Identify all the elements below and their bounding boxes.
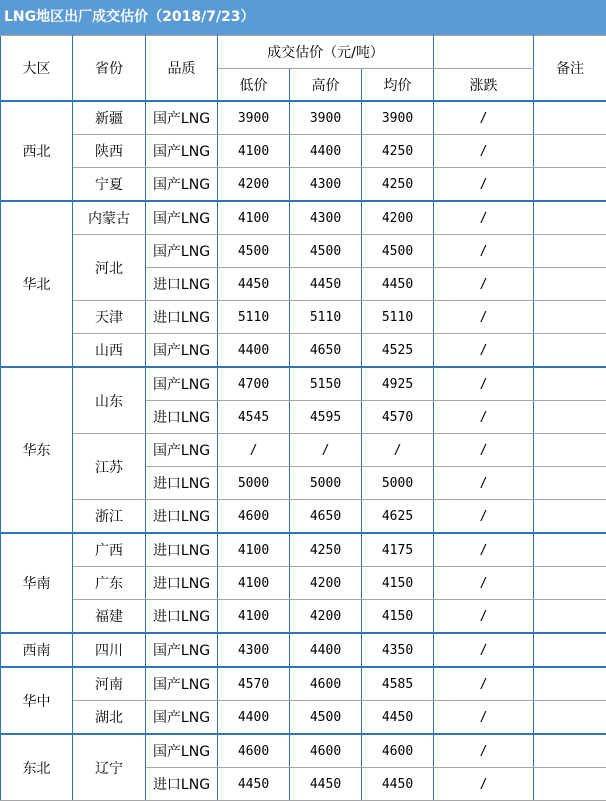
- province-cell: 内蒙古: [73, 201, 146, 235]
- note-cell: [534, 633, 606, 667]
- note-cell: [534, 268, 606, 301]
- avg-price-cell: 4450: [362, 268, 434, 301]
- table-row: [1, 101, 606, 135]
- low-price-cell: 4450: [218, 268, 290, 301]
- low-price-cell: 4570: [218, 667, 290, 701]
- quality-cell: 国产LNG: [146, 135, 218, 168]
- note-cell: [534, 168, 606, 202]
- avg-price-cell: 4250: [362, 135, 434, 168]
- region-cell: 华东: [1, 367, 73, 533]
- change-cell: /: [434, 567, 534, 600]
- table-row: [1, 367, 606, 401]
- table-row: [1, 301, 606, 334]
- note-cell: [534, 467, 606, 500]
- low-price-cell: 4600: [218, 734, 290, 768]
- low-price-cell: 4400: [218, 701, 290, 735]
- low-price-cell: 4545: [218, 401, 290, 434]
- note-cell: [534, 201, 606, 235]
- low-price-cell: 4600: [218, 500, 290, 534]
- region-cell: 华南: [1, 533, 73, 633]
- low-price-cell: 4100: [218, 567, 290, 600]
- high-price-cell: 4600: [290, 667, 362, 701]
- avg-price-cell: 4525: [362, 334, 434, 368]
- low-price-cell: /: [218, 434, 290, 467]
- table-row: [1, 500, 606, 534]
- header-note: 备注: [534, 36, 606, 102]
- province-cell: 四川: [73, 633, 146, 667]
- note-cell: [534, 301, 606, 334]
- low-price-cell: 4450: [218, 768, 290, 801]
- avg-price-cell: 4150: [362, 567, 434, 600]
- change-cell: /: [434, 600, 534, 634]
- high-price-cell: 4300: [290, 201, 362, 235]
- province-cell: 河南: [73, 667, 146, 701]
- change-cell: /: [434, 168, 534, 202]
- low-price-cell: 4100: [218, 600, 290, 634]
- header-avg: 均价: [362, 69, 434, 102]
- quality-cell: 进口LNG: [146, 301, 218, 334]
- change-cell: /: [434, 701, 534, 735]
- high-price-cell: 5110: [290, 301, 362, 334]
- note-cell: [534, 734, 606, 768]
- avg-price-cell: 4625: [362, 500, 434, 534]
- quality-cell: 国产LNG: [146, 667, 218, 701]
- table-row: [1, 201, 606, 235]
- table-row: [1, 633, 606, 667]
- avg-price-cell: 4925: [362, 367, 434, 401]
- quality-cell: 进口LNG: [146, 401, 218, 434]
- note-cell: [534, 533, 606, 567]
- change-cell: /: [434, 633, 534, 667]
- avg-price-cell: 4585: [362, 667, 434, 701]
- low-price-cell: 4500: [218, 235, 290, 268]
- header-blank: [434, 36, 534, 69]
- price-table: [0, 35, 606, 801]
- quality-cell: 国产LNG: [146, 367, 218, 401]
- change-cell: /: [434, 201, 534, 235]
- province-cell: 河北: [73, 235, 146, 301]
- region-cell: 东北: [1, 734, 73, 801]
- quality-cell: 进口LNG: [146, 600, 218, 634]
- high-price-cell: 4595: [290, 401, 362, 434]
- change-cell: /: [434, 467, 534, 500]
- header-region: 大区: [1, 36, 73, 102]
- change-cell: /: [434, 734, 534, 768]
- table-row: [1, 701, 606, 735]
- change-cell: /: [434, 268, 534, 301]
- low-price-cell: 4300: [218, 633, 290, 667]
- table-row: [1, 533, 606, 567]
- quality-cell: 进口LNG: [146, 467, 218, 500]
- change-cell: /: [434, 500, 534, 534]
- table-row: [1, 567, 606, 600]
- high-price-cell: 5000: [290, 467, 362, 500]
- province-cell: 江苏: [73, 434, 146, 500]
- note-cell: [534, 768, 606, 801]
- high-price-cell: 5150: [290, 367, 362, 401]
- low-price-cell: 4700: [218, 367, 290, 401]
- high-price-cell: 4400: [290, 135, 362, 168]
- avg-price-cell: 3900: [362, 101, 434, 135]
- avg-price-cell: 5000: [362, 467, 434, 500]
- quality-cell: 进口LNG: [146, 567, 218, 600]
- quality-cell: 进口LNG: [146, 533, 218, 567]
- high-price-cell: 4300: [290, 168, 362, 202]
- note-cell: [534, 567, 606, 600]
- change-cell: /: [434, 367, 534, 401]
- region-cell: 西南: [1, 633, 73, 667]
- header-high: 高价: [290, 69, 362, 102]
- province-cell: 山西: [73, 334, 146, 368]
- province-cell: 福建: [73, 600, 146, 634]
- note-cell: [534, 701, 606, 735]
- note-cell: [534, 235, 606, 268]
- low-price-cell: 4100: [218, 201, 290, 235]
- change-cell: /: [434, 235, 534, 268]
- province-cell: 广东: [73, 567, 146, 600]
- province-cell: 辽宁: [73, 734, 146, 801]
- note-cell: [534, 135, 606, 168]
- quality-cell: 国产LNG: [146, 434, 218, 467]
- high-price-cell: 4500: [290, 235, 362, 268]
- change-cell: /: [434, 135, 534, 168]
- high-price-cell: 4200: [290, 600, 362, 634]
- high-price-cell: 4650: [290, 500, 362, 534]
- change-cell: /: [434, 533, 534, 567]
- high-price-cell: /: [290, 434, 362, 467]
- quality-cell: 进口LNG: [146, 500, 218, 534]
- high-price-cell: 4250: [290, 533, 362, 567]
- low-price-cell: 5000: [218, 467, 290, 500]
- change-cell: /: [434, 401, 534, 434]
- avg-price-cell: 4450: [362, 768, 434, 801]
- table-row: [1, 135, 606, 168]
- high-price-cell: 4450: [290, 768, 362, 801]
- quality-cell: 国产LNG: [146, 701, 218, 735]
- change-cell: /: [434, 434, 534, 467]
- quality-cell: 国产LNG: [146, 235, 218, 268]
- province-cell: 宁夏: [73, 168, 146, 202]
- note-cell: [534, 600, 606, 634]
- low-price-cell: 5110: [218, 301, 290, 334]
- note-cell: [534, 401, 606, 434]
- table-row: [1, 235, 606, 268]
- quality-cell: 进口LNG: [146, 768, 218, 801]
- low-price-cell: 3900: [218, 101, 290, 135]
- province-cell: 山东: [73, 367, 146, 434]
- region-cell: 华中: [1, 667, 73, 734]
- quality-cell: 国产LNG: [146, 168, 218, 202]
- change-cell: /: [434, 101, 534, 135]
- change-cell: /: [434, 334, 534, 368]
- table-row: [1, 667, 606, 701]
- province-cell: 新疆: [73, 101, 146, 135]
- change-cell: /: [434, 667, 534, 701]
- high-price-cell: 4200: [290, 567, 362, 600]
- table-row: [1, 600, 606, 634]
- avg-price-cell: 4350: [362, 633, 434, 667]
- quality-cell: 国产LNG: [146, 101, 218, 135]
- avg-price-cell: 4250: [362, 168, 434, 202]
- high-price-cell: 4650: [290, 334, 362, 368]
- header-change: 涨跌: [434, 69, 534, 102]
- avg-price-cell: 4500: [362, 235, 434, 268]
- table-title: LNG地区出厂成交估价（2018/7/23）: [0, 0, 606, 35]
- high-price-cell: 4600: [290, 734, 362, 768]
- change-cell: /: [434, 768, 534, 801]
- header-price-group: 成交估价（元/吨）: [218, 36, 434, 69]
- quality-cell: 国产LNG: [146, 633, 218, 667]
- table-row: [1, 434, 606, 467]
- avg-price-cell: 4200: [362, 201, 434, 235]
- avg-price-cell: 4450: [362, 701, 434, 735]
- low-price-cell: 4100: [218, 533, 290, 567]
- province-cell: 湖北: [73, 701, 146, 735]
- header-row: [1, 36, 606, 69]
- region-cell: 华北: [1, 201, 73, 367]
- quality-cell: 国产LNG: [146, 334, 218, 368]
- high-price-cell: 4500: [290, 701, 362, 735]
- province-cell: 浙江: [73, 500, 146, 534]
- note-cell: [534, 334, 606, 368]
- header-low: 低价: [218, 69, 290, 102]
- province-cell: 陕西: [73, 135, 146, 168]
- table-row: [1, 168, 606, 202]
- note-cell: [534, 434, 606, 467]
- avg-price-cell: 4150: [362, 600, 434, 634]
- change-cell: /: [434, 301, 534, 334]
- low-price-cell: 4100: [218, 135, 290, 168]
- quality-cell: 国产LNG: [146, 201, 218, 235]
- quality-cell: 进口LNG: [146, 268, 218, 301]
- avg-price-cell: 4175: [362, 533, 434, 567]
- province-cell: 天津: [73, 301, 146, 334]
- note-cell: [534, 101, 606, 135]
- table-row: [1, 334, 606, 368]
- avg-price-cell: 4570: [362, 401, 434, 434]
- region-cell: 西北: [1, 101, 73, 201]
- note-cell: [534, 667, 606, 701]
- header-quality: 品质: [146, 36, 218, 102]
- quality-cell: 国产LNG: [146, 734, 218, 768]
- high-price-cell: 3900: [290, 101, 362, 135]
- high-price-cell: 4400: [290, 633, 362, 667]
- table-row: [1, 734, 606, 768]
- note-cell: [534, 367, 606, 401]
- province-cell: 广西: [73, 533, 146, 567]
- header-province: 省份: [73, 36, 146, 102]
- avg-price-cell: /: [362, 434, 434, 467]
- high-price-cell: 4450: [290, 268, 362, 301]
- low-price-cell: 4200: [218, 168, 290, 202]
- avg-price-cell: 4600: [362, 734, 434, 768]
- avg-price-cell: 5110: [362, 301, 434, 334]
- low-price-cell: 4400: [218, 334, 290, 368]
- note-cell: [534, 500, 606, 534]
